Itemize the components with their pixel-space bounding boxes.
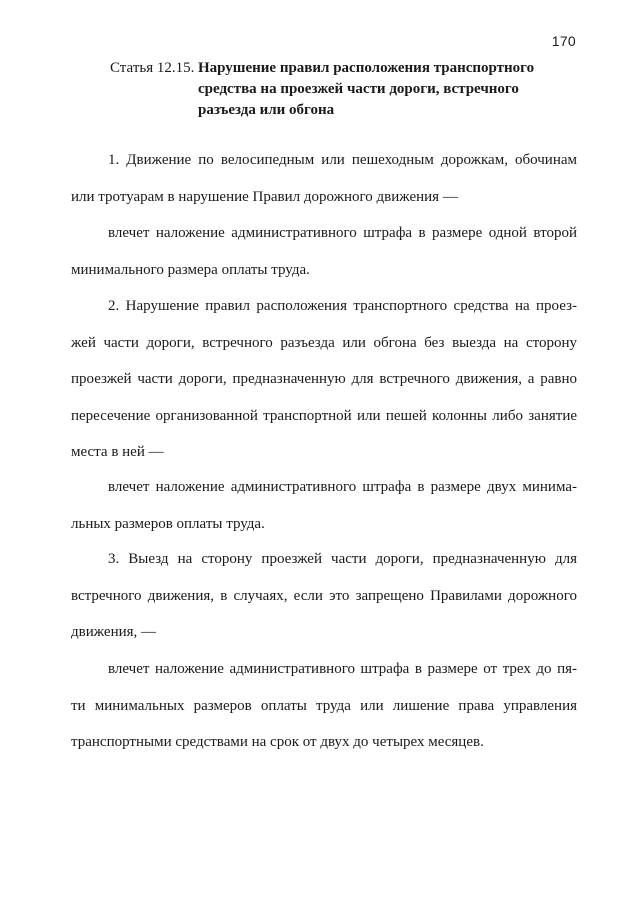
- paragraph-line: ти минимальных размеров оплаты труда или лишение права управления: [71, 697, 577, 714]
- part-3-penalty: [71, 651, 577, 761]
- part-2-paragraph: [71, 288, 577, 471]
- paragraph-line: транспортными средствами на срок от двух до четырех месяцев.: [71, 734, 484, 751]
- paragraph-line: льных размеров оплаты труда.: [71, 515, 265, 532]
- paragraph-line: 2. Нарушение правил расположения транспортного средства на проез-: [108, 298, 577, 314]
- paragraph-line: влечет наложение административного штрафа в размере от трех до пя-: [108, 661, 577, 677]
- article-header: [110, 58, 570, 121]
- paragraph-line: жей части дороги, встречного разъезда или обгона без выезда на сторону: [71, 334, 577, 351]
- part-3-paragraph: [71, 541, 577, 651]
- paragraph-line: проезжей части дороги, предназначенную для встречного движения, а равно: [71, 371, 577, 388]
- paragraph-line: места в ней —: [71, 444, 164, 461]
- paragraph-line: влечет наложение административного штрафа в размере двух минима-: [108, 479, 577, 495]
- paragraph-line: 3. Выезд на сторону проезжей части дороги, предназначенную для: [108, 551, 577, 567]
- paragraph-line: 1. Движение по велосипедным или пешеходным дорожкам, обочинам: [108, 152, 577, 168]
- article-title: [198, 58, 570, 121]
- paragraph-line: или тротуарам в нарушение Правил дорожного движения —: [71, 188, 458, 205]
- page-number: 170: [551, 33, 576, 49]
- part-1-paragraph: [71, 142, 577, 215]
- article-title-line: разъезда или обгона: [198, 102, 335, 118]
- paragraph-line: встречного движения, в случаях, если это запрещено Правилами дорожного: [71, 587, 577, 604]
- paragraph-line: влечет наложение административного штрафа в размере одной второй: [108, 225, 577, 241]
- part-1-penalty: [71, 215, 577, 288]
- paragraph-line: минимального размера оплаты труда.: [71, 261, 310, 278]
- article-title-line: Нарушение правил расположения транспортного: [198, 60, 535, 76]
- paragraph-line: пересечение организованной транспортной или пешей колонны либо занятие: [71, 407, 577, 424]
- article-title-line: средства на проезжей части дороги, встречного: [198, 81, 519, 97]
- article-number: Статья 12.15.: [110, 60, 195, 76]
- part-2-penalty: [71, 469, 577, 542]
- paragraph-line: движения, —: [71, 624, 157, 641]
